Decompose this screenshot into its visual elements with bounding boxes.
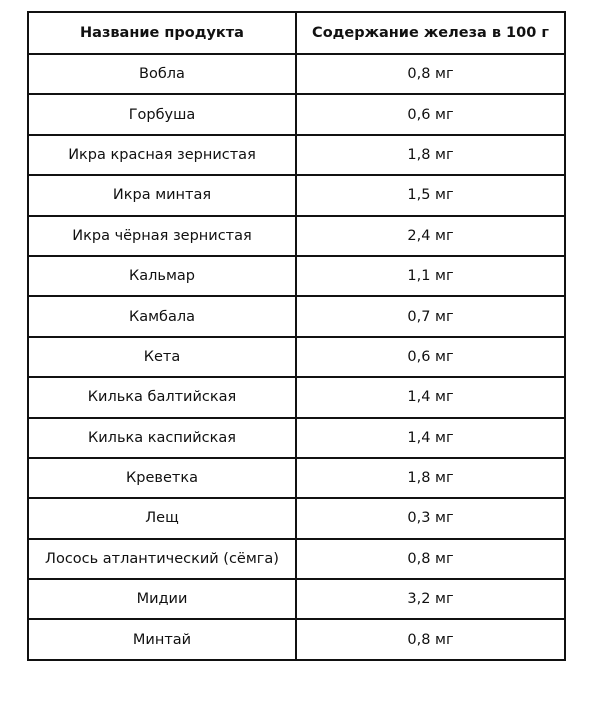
table-row bbox=[28, 256, 565, 296]
column-header-iron-content: Содержание железа в 100 г bbox=[296, 12, 565, 54]
product-name-cell: Кальмар bbox=[28, 256, 296, 296]
table-header bbox=[28, 12, 565, 54]
product-name-cell: Мидии bbox=[28, 579, 296, 619]
product-name-cell: Вобла bbox=[28, 54, 296, 94]
table-row bbox=[28, 337, 565, 377]
iron-content-cell: 0,6 мг bbox=[296, 94, 565, 134]
iron-content-cell: 1,5 мг bbox=[296, 175, 565, 215]
table-row bbox=[28, 418, 565, 458]
product-name-cell: Килька балтийская bbox=[28, 377, 296, 417]
iron-content-cell: 0,7 мг bbox=[296, 296, 565, 336]
product-name-cell: Камбала bbox=[28, 296, 296, 336]
column-header-product-name: Название продукта bbox=[28, 12, 296, 54]
table-row bbox=[28, 296, 565, 336]
table-body bbox=[28, 54, 565, 660]
iron-content-cell: 1,8 мг bbox=[296, 135, 565, 175]
iron-content-cell: 3,2 мг bbox=[296, 579, 565, 619]
table-row bbox=[28, 175, 565, 215]
product-name-cell: Икра чёрная зернистая bbox=[28, 216, 296, 256]
product-name-cell: Икра красная зернистая bbox=[28, 135, 296, 175]
product-name-cell: Горбуша bbox=[28, 94, 296, 134]
iron-content-cell: 1,8 мг bbox=[296, 458, 565, 498]
iron-content-cell: 0,8 мг bbox=[296, 54, 565, 94]
table-row bbox=[28, 377, 565, 417]
product-name-cell: Лосось атлантический (сёмга) bbox=[28, 539, 296, 579]
iron-content-cell: 1,4 мг bbox=[296, 418, 565, 458]
iron-content-table-container bbox=[27, 11, 564, 661]
table-row bbox=[28, 54, 565, 94]
table-row bbox=[28, 619, 565, 659]
iron-content-cell: 2,4 мг bbox=[296, 216, 565, 256]
iron-content-cell: 0,8 мг bbox=[296, 619, 565, 659]
table-row bbox=[28, 458, 565, 498]
iron-content-cell: 1,1 мг bbox=[296, 256, 565, 296]
table-row bbox=[28, 579, 565, 619]
table-row bbox=[28, 539, 565, 579]
iron-content-cell: 0,6 мг bbox=[296, 337, 565, 377]
table-row bbox=[28, 94, 565, 134]
table-row bbox=[28, 135, 565, 175]
table-row bbox=[28, 216, 565, 256]
product-name-cell: Икра минтая bbox=[28, 175, 296, 215]
product-name-cell: Минтай bbox=[28, 619, 296, 659]
iron-content-table bbox=[27, 11, 566, 661]
product-name-cell: Креветка bbox=[28, 458, 296, 498]
product-name-cell: Килька каспийская bbox=[28, 418, 296, 458]
product-name-cell: Лещ bbox=[28, 498, 296, 538]
iron-content-cell: 0,3 мг bbox=[296, 498, 565, 538]
iron-content-cell: 1,4 мг bbox=[296, 377, 565, 417]
table-row bbox=[28, 498, 565, 538]
header-row bbox=[28, 12, 565, 54]
product-name-cell: Кета bbox=[28, 337, 296, 377]
iron-content-cell: 0,8 мг bbox=[296, 539, 565, 579]
